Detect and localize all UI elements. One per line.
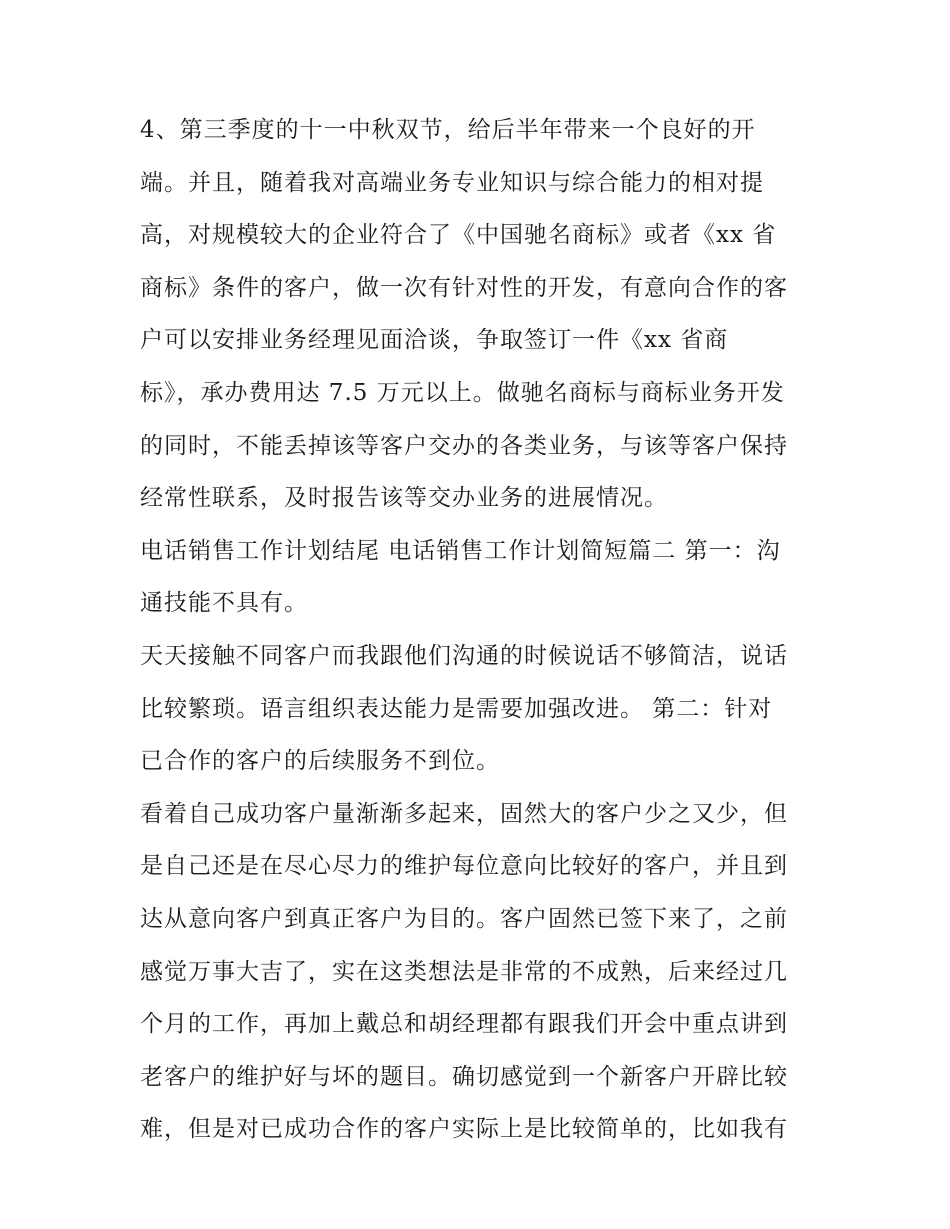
text-line: 的同时，不能丢掉该等客户交办的各类业务，与该等客户保持 (140, 432, 788, 459)
text-line: 是自己还是在尽心尽力的维护每位意向比较好的客户，并且到 (140, 853, 788, 880)
text-line: 已合作的客户的后续服务不到位。 (140, 748, 500, 775)
text-line: 电话销售工作计划结尾 电话销售工作计划简短篇二 第一：沟 (140, 537, 781, 564)
text-line: 户可以安排业务经理见面洽谈，争取签订一件《xx 省商 (140, 327, 729, 354)
text-line: 难，但是对已成功合作的客户实际上是比较简单的，比如我有 (140, 1116, 788, 1143)
text-line: 高，对规模较大的企业符合了《中国驰名商标》或者《xx 省 (140, 222, 777, 249)
text-line: 看着自己成功客户量渐渐多起来，固然大的客户少之又少，但 (140, 800, 788, 827)
text-line: 达从意向客户到真正客户为目的。客户固然已签下来了，之前 (140, 905, 788, 932)
text-line: 4、第三季度的十一中秋双节，给后半年带来一个良好的开 (140, 117, 756, 143)
text-line: 通技能不具有。 (140, 590, 308, 617)
document-body (140, 104, 815, 1156)
text-line: 感觉万事大吉了，实在这类想法是非常的不成熟，后来经过几 (140, 958, 788, 985)
text-line: 天天接触不同客户而我跟他们沟通的时候说话不够简洁，说话 (140, 642, 788, 669)
text-line: 比较繁琐。语言组织表达能力是需要加强改进。 第二：针对 (140, 695, 773, 722)
text-line: 标》，承办费用达 7.5 万元以上。做驰名商标与商标业务开发 (140, 379, 785, 406)
text-line: 老客户的维护好与坏的题目。确切感觉到一个新客户开辟比较 (140, 1063, 788, 1090)
text-line: 经常性联系，及时报告该等交办业务的进展情况。 (140, 485, 668, 512)
text-line: 商标》条件的客户，做一次有针对性的开发，有意向合作的客 (140, 274, 788, 301)
text-line: 端。并且，随着我对高端业务专业知识与综合能力的相对提 (140, 169, 764, 196)
text-line: 个月的工作，再加上戴总和胡经理都有跟我们开会中重点讲到 (140, 1011, 788, 1038)
